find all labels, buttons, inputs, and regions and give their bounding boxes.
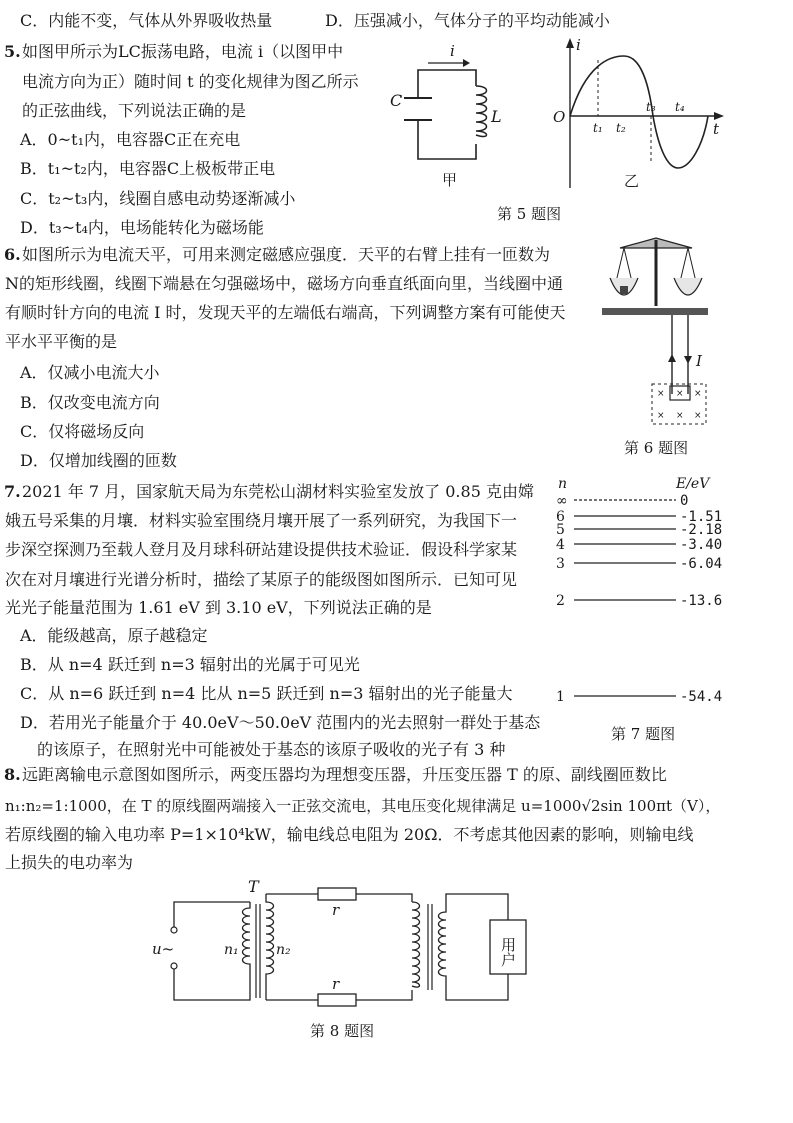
q7-number: 7. xyxy=(4,482,21,501)
svg-text:×: × xyxy=(694,411,702,421)
q6-option-b: B．仅改变电流方向 xyxy=(20,393,160,412)
source-terminal-top xyxy=(171,927,177,933)
inductor-label: L xyxy=(491,107,502,126)
q7-line-2: 娥五号采集的月壤．材料实验室围绕月壤开展了一系列研究，为我国下一 xyxy=(5,511,518,530)
q7-line-1: 2021 年 7 月，国家航天局为东莞松山湖材料实验室发放了 0.85 克由嫦 xyxy=(22,482,534,501)
balance-table xyxy=(602,308,708,315)
q6-line-4: 平水平平衡的是 xyxy=(5,332,118,351)
resistor-bottom-label: r xyxy=(332,975,340,993)
energy-levels xyxy=(556,493,722,705)
diagram-label-jia: 甲 xyxy=(442,171,458,189)
q6-figure-caption: 第 6 题图 xyxy=(624,439,689,457)
right-pan-chains xyxy=(680,248,696,282)
q7-line-3: 步深空探测乃至载人登月及月球科研站建设提供技术验证．假设科学家某 xyxy=(5,540,518,559)
q7-line-5: 光光子能量范围为 1.61 eV 到 3.10 eV，下列说法正确的是 xyxy=(5,598,432,617)
current-label: I xyxy=(696,352,702,370)
q7-option-c: C．从 n=6 跃迁到 n=4 比从 n=5 跃迁到 n=3 辐射出的光子能量大 xyxy=(20,684,513,703)
q7-option-d-continued: 的该原子，在照射光中可能被处于基态的该原子吸收的光子有 3 种 xyxy=(37,740,506,759)
q5-line-2: 电流方向为正）随时间 t 的变化规律为图乙所示 xyxy=(22,72,359,91)
energy-level-n: 5 xyxy=(556,522,565,538)
q8-number: 8. xyxy=(4,765,21,784)
t3-label: t₃ xyxy=(646,100,656,114)
left-pan-chains xyxy=(616,248,632,282)
energy-level-value: 0 xyxy=(680,493,689,509)
q7-line-4: 次在对月壤进行光谱分析时，描绘了某原子的能级图如图所示．已知可见 xyxy=(5,570,518,589)
q6-line-1: 如图所示为电流天平，可用来测定磁感应强度．天平的右臂上挂有一匝数为 xyxy=(22,245,551,264)
current-time-graph xyxy=(548,36,728,196)
energy-level-value: -3.40 xyxy=(680,537,723,553)
n2-label: n₂ xyxy=(276,942,291,958)
svg-text:×: × xyxy=(657,411,665,421)
secondary-coil xyxy=(266,894,274,1000)
step-down-primary-coil xyxy=(412,902,420,987)
right-pan xyxy=(674,278,702,295)
primary-coil xyxy=(243,902,251,980)
q6-option-a: A．仅减小电流大小 xyxy=(20,363,160,382)
transformer-label: T xyxy=(248,877,259,896)
energy-level-n: 1 xyxy=(556,689,565,705)
svg-text:×: × xyxy=(676,411,684,421)
q6-option-d: D．仅增加线圈的匝数 xyxy=(20,451,177,470)
capacitor-label: C xyxy=(390,91,403,110)
energy-level-value: -6.04 xyxy=(680,556,723,572)
q7-option-a: A．能级越高，原子越稳定 xyxy=(20,626,208,645)
current-arrow-up-icon xyxy=(668,354,676,362)
t4-label: t₄ xyxy=(675,100,685,114)
weight-block xyxy=(620,286,628,294)
q5-line-1: 如图甲所示为LC振荡电路，电流 i（以图甲中 xyxy=(22,42,344,61)
q7-option-d: D．若用光子能量介于 40.0eV～50.0eV 范围内的光去照射一群处于基态 xyxy=(20,713,541,732)
field-into-page-icons xyxy=(657,389,702,421)
q5-option-a: A．0~t₁内，电容器C正在充电 xyxy=(20,130,241,149)
diagram-label-yi: 乙 xyxy=(624,172,640,190)
current-arrow-head xyxy=(463,59,470,67)
lc-circuit-diagram xyxy=(388,38,502,198)
energy-level-n: 2 xyxy=(556,593,565,609)
t2-label: t₂ xyxy=(616,121,626,135)
q4-option-c: C．内能不变，气体从外界吸收热量 xyxy=(20,11,273,30)
current-label: i xyxy=(450,42,455,60)
svg-text:×: × xyxy=(657,389,665,399)
inductor-coil xyxy=(476,86,487,137)
q6-number: 6. xyxy=(4,245,21,264)
energy-header: E/eV xyxy=(676,476,710,492)
n1-label: n₁ xyxy=(224,942,239,958)
t1-label: t₁ xyxy=(593,121,603,135)
n-header: n xyxy=(558,476,568,492)
q5-number: 5. xyxy=(4,42,21,61)
resistor-top-label: r xyxy=(332,901,340,919)
q5-option-b: B．t₁~t₂内，电容器C上极板带正电 xyxy=(20,159,276,178)
y-axis-label: i xyxy=(576,36,581,54)
q7-option-b: B．从 n=4 跃迁到 n=3 辐射出的光属于可见光 xyxy=(20,655,360,674)
q4-option-d: D．压强减小，气体分子的平均动能减小 xyxy=(325,11,610,30)
power-transmission-diagram xyxy=(150,872,550,1012)
svg-text:×: × xyxy=(676,389,684,399)
energy-level-n: ∞ xyxy=(556,493,568,509)
q8-figure-caption: 第 8 题图 xyxy=(310,1022,375,1040)
q5-option-c: C．t₂~t₃内，线圈自感电动势逐渐减小 xyxy=(20,189,296,208)
q6-line-2: N的矩形线圈，线圈下端悬在匀强磁场中，磁场方向垂直纸面向里，当线圈中通 xyxy=(5,274,564,293)
energy-level-n: 6 xyxy=(556,509,565,525)
sine-curve xyxy=(570,56,708,168)
q7-figure-caption: 第 7 题图 xyxy=(611,725,676,743)
lc-circuit-wire xyxy=(418,70,476,159)
source-terminal-bottom xyxy=(171,963,177,969)
energy-level-n: 3 xyxy=(556,556,565,572)
x-axis-label: t xyxy=(713,120,720,138)
energy-level-value: -54.4 xyxy=(680,689,723,705)
energy-level-value: -1.51 xyxy=(680,509,723,525)
q8-line-3: 若原线圈的输入电功率 P=1×10⁴kW，输电线总电阻为 20Ω．不考虑其他因素的影响，则输电线 xyxy=(5,825,694,844)
q8-line-4: 上损失的电功率为 xyxy=(5,853,134,872)
energy-level-n: 4 xyxy=(556,537,565,553)
current-balance-diagram xyxy=(602,234,710,430)
q8-line-2: n₁:n₂=1:1000，在 T 的原线圈两端接入一正弦交流电，其电压变化规律满足 u=1000√2sin 100πt（V）， xyxy=(5,797,721,815)
current-arrow-down-icon xyxy=(684,356,692,364)
energy-level-value: -13.6 xyxy=(680,593,723,609)
q5-line-3: 的正弦曲线，下列说法正确的是 xyxy=(22,101,247,120)
energy-level-value: -2.18 xyxy=(680,522,723,538)
origin-label: O xyxy=(553,108,566,126)
q5-option-d: D．t₃~t₄内，电场能转化为磁场能 xyxy=(20,218,264,237)
q5-figure-caption: 第 5 题图 xyxy=(497,205,562,223)
y-axis-arrow-icon xyxy=(566,38,574,48)
q6-option-c: C．仅将磁场反向 xyxy=(20,422,145,441)
resistor-bottom xyxy=(318,994,356,1006)
energy-level-diagram xyxy=(552,474,740,710)
step-down-secondary-coil xyxy=(439,906,447,988)
resistor-top xyxy=(318,888,356,900)
x-axis-arrow-icon xyxy=(714,112,724,120)
user-load-label: 用户 xyxy=(499,937,517,967)
source-label: u~ xyxy=(152,940,175,958)
q6-line-3: 有顺时针方向的电流 I 时，发现天平的左端低右端高，下列调整方案有可能使天 xyxy=(5,303,566,322)
q8-line-1: 远距离输电示意图如图所示，两变压器均为理想变压器，升压变压器 T 的原、副线圈匝数比 xyxy=(22,765,667,784)
svg-text:×: × xyxy=(694,389,702,399)
